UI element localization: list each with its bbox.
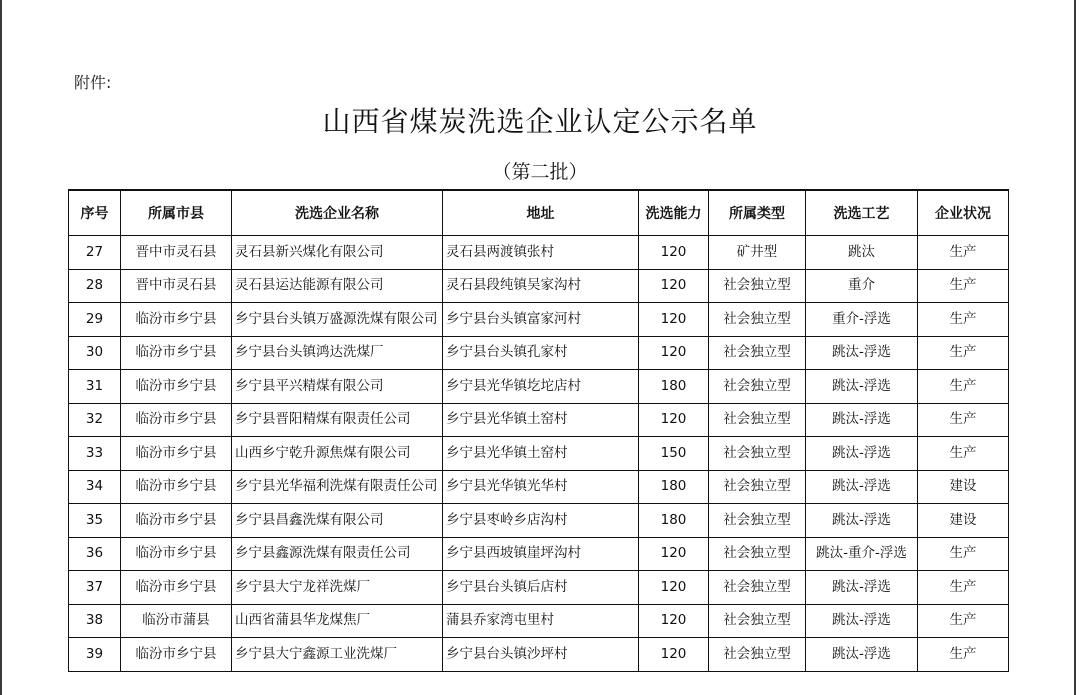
cell-process: 跳汰-浮选 [806, 571, 918, 605]
table-row [69, 370, 1009, 404]
cell-capacity: 120 [639, 269, 709, 303]
cell-name: 山西乡宁乾升源焦煤有限公司 [232, 437, 443, 471]
cell-name: 灵石县运达能源有限公司 [232, 269, 443, 303]
cell-address: 乡宁县枣岭乡店沟村 [443, 504, 639, 538]
cell-county: 临汾市乡宁县 [121, 370, 232, 404]
cell-name: 乡宁县鑫源洗煤有限责任公司 [232, 537, 443, 571]
table-row [69, 504, 1009, 538]
cell-address: 乡宁县光华镇土窑村 [443, 403, 639, 437]
table-row [69, 403, 1009, 437]
cell-name: 乡宁县大宁鑫源工业洗煤厂 [232, 638, 443, 672]
cell-type: 社会独立型 [709, 571, 806, 605]
cell-no: 32 [69, 403, 121, 437]
col-header-capacity: 洗选能力 [639, 190, 709, 236]
cell-type: 社会独立型 [709, 504, 806, 538]
cell-status: 生产 [918, 537, 1009, 571]
col-header-status: 企业状况 [918, 190, 1009, 236]
table-row [69, 638, 1009, 672]
cell-capacity: 120 [639, 604, 709, 638]
cell-county: 晋中市灵石县 [121, 269, 232, 303]
cell-capacity: 150 [639, 437, 709, 471]
table-row [69, 571, 1009, 605]
cell-no: 33 [69, 437, 121, 471]
col-header-type: 所属类型 [709, 190, 806, 236]
table-body [69, 236, 1009, 672]
document-title: 山西省煤炭洗选企业认定公示名单 [322, 105, 758, 138]
cell-name: 山西省蒲县华龙煤焦厂 [232, 604, 443, 638]
cell-name: 乡宁县大宁龙祥洗煤厂 [232, 571, 443, 605]
col-header-process: 洗选工艺 [806, 190, 918, 236]
cell-no: 30 [69, 336, 121, 370]
cell-process: 重介-浮选 [806, 303, 918, 337]
cell-address: 乡宁县台头镇富家河村 [443, 303, 639, 337]
cell-name: 乡宁县台头镇万盛源洗煤有限公司 [232, 303, 443, 337]
cell-type: 矿井型 [709, 236, 806, 270]
cell-type: 社会独立型 [709, 269, 806, 303]
cell-type: 社会独立型 [709, 638, 806, 672]
table-row [69, 604, 1009, 638]
cell-status: 生产 [918, 638, 1009, 672]
cell-no: 28 [69, 269, 121, 303]
cell-capacity: 120 [639, 537, 709, 571]
cell-process: 跳汰-浮选 [806, 370, 918, 404]
cell-county: 临汾市乡宁县 [121, 504, 232, 538]
cell-no: 36 [69, 537, 121, 571]
cell-county: 临汾市乡宁县 [121, 638, 232, 672]
cell-address: 乡宁县台头镇孔家村 [443, 336, 639, 370]
cell-name: 灵石县新兴煤化有限公司 [232, 236, 443, 270]
cell-type: 社会独立型 [709, 604, 806, 638]
cell-county: 临汾市乡宁县 [121, 437, 232, 471]
table-row [69, 269, 1009, 303]
cell-capacity: 120 [639, 403, 709, 437]
cell-county: 临汾市乡宁县 [121, 336, 232, 370]
cell-address: 乡宁县台头镇后店村 [443, 571, 639, 605]
cell-status: 生产 [918, 336, 1009, 370]
cell-no: 39 [69, 638, 121, 672]
cell-process: 跳汰-浮选 [806, 403, 918, 437]
table-row [69, 437, 1009, 471]
cell-name: 乡宁县台头镇鸿达洗煤厂 [232, 336, 443, 370]
cell-address: 乡宁县西坡镇崖坪沟村 [443, 537, 639, 571]
cell-status: 生产 [918, 437, 1009, 471]
cell-no: 31 [69, 370, 121, 404]
cell-address: 蒲县乔家湾屯里村 [443, 604, 639, 638]
cell-status: 建设 [918, 504, 1009, 538]
cell-status: 生产 [918, 236, 1009, 270]
cell-no: 29 [69, 303, 121, 337]
cell-status: 生产 [918, 370, 1009, 404]
table-row [69, 470, 1009, 504]
cell-county: 临汾市乡宁县 [121, 571, 232, 605]
cell-process: 跳汰-浮选 [806, 437, 918, 471]
table-row [69, 537, 1009, 571]
enterprise-table [68, 189, 1009, 672]
cell-capacity: 120 [639, 571, 709, 605]
cell-address: 乡宁县台头镇沙坪村 [443, 638, 639, 672]
cell-status: 生产 [918, 604, 1009, 638]
cell-type: 社会独立型 [709, 403, 806, 437]
col-header-address: 地址 [443, 190, 639, 236]
cell-status: 建设 [918, 470, 1009, 504]
cell-capacity: 120 [639, 336, 709, 370]
cell-process: 跳汰-浮选 [806, 470, 918, 504]
cell-type: 社会独立型 [709, 303, 806, 337]
cell-status: 生产 [918, 403, 1009, 437]
cell-capacity: 120 [639, 236, 709, 270]
cell-capacity: 180 [639, 470, 709, 504]
cell-no: 37 [69, 571, 121, 605]
cell-capacity: 180 [639, 370, 709, 404]
cell-county: 临汾市乡宁县 [121, 303, 232, 337]
cell-county: 临汾市乡宁县 [121, 470, 232, 504]
cell-type: 社会独立型 [709, 537, 806, 571]
cell-address: 乡宁县光华镇光华村 [443, 470, 639, 504]
cell-no: 38 [69, 604, 121, 638]
cell-process: 跳汰-浮选 [806, 336, 918, 370]
cell-status: 生产 [918, 571, 1009, 605]
cell-name: 乡宁县晋阳精煤有限责任公司 [232, 403, 443, 437]
cell-type: 社会独立型 [709, 370, 806, 404]
batch-subtitle: （第二批） [492, 161, 588, 183]
cell-capacity: 120 [639, 638, 709, 672]
col-header-name: 洗选企业名称 [232, 190, 443, 236]
cell-status: 生产 [918, 269, 1009, 303]
cell-name: 乡宁县光华福利洗煤有限责任公司 [232, 470, 443, 504]
cell-process: 跳汰-浮选 [806, 604, 918, 638]
cell-no: 34 [69, 470, 121, 504]
cell-no: 35 [69, 504, 121, 538]
cell-address: 乡宁县光华镇土窑村 [443, 437, 639, 471]
cell-name: 乡宁县平兴精煤有限公司 [232, 370, 443, 404]
cell-no: 27 [69, 236, 121, 270]
cell-name: 乡宁县昌鑫洗煤有限公司 [232, 504, 443, 538]
cell-process: 跳汰-浮选 [806, 504, 918, 538]
cell-type: 社会独立型 [709, 336, 806, 370]
table-row [69, 336, 1009, 370]
cell-type: 社会独立型 [709, 470, 806, 504]
table-row [69, 236, 1009, 270]
cell-process: 重介 [806, 269, 918, 303]
cell-process: 跳汰-重介-浮选 [806, 537, 918, 571]
cell-county: 晋中市灵石县 [121, 236, 232, 270]
table-row [69, 303, 1009, 337]
cell-type: 社会独立型 [709, 437, 806, 471]
cell-capacity: 180 [639, 504, 709, 538]
cell-address: 灵石县段纯镇吴家沟村 [443, 269, 639, 303]
cell-address: 乡宁县光华镇圪坨店村 [443, 370, 639, 404]
cell-process: 跳汰-浮选 [806, 638, 918, 672]
cell-county: 临汾市蒲县 [121, 604, 232, 638]
cell-process: 跳汰 [806, 236, 918, 270]
cell-capacity: 120 [639, 303, 709, 337]
cell-status: 生产 [918, 303, 1009, 337]
col-header-no: 序号 [69, 190, 121, 236]
cell-county: 临汾市乡宁县 [121, 403, 232, 437]
attachment-label: 附件: [74, 73, 112, 92]
cell-address: 灵石县两渡镇张村 [443, 236, 639, 270]
col-header-county: 所属市县 [121, 190, 232, 236]
cell-county: 临汾市乡宁县 [121, 537, 232, 571]
table-header-row [69, 190, 1009, 236]
